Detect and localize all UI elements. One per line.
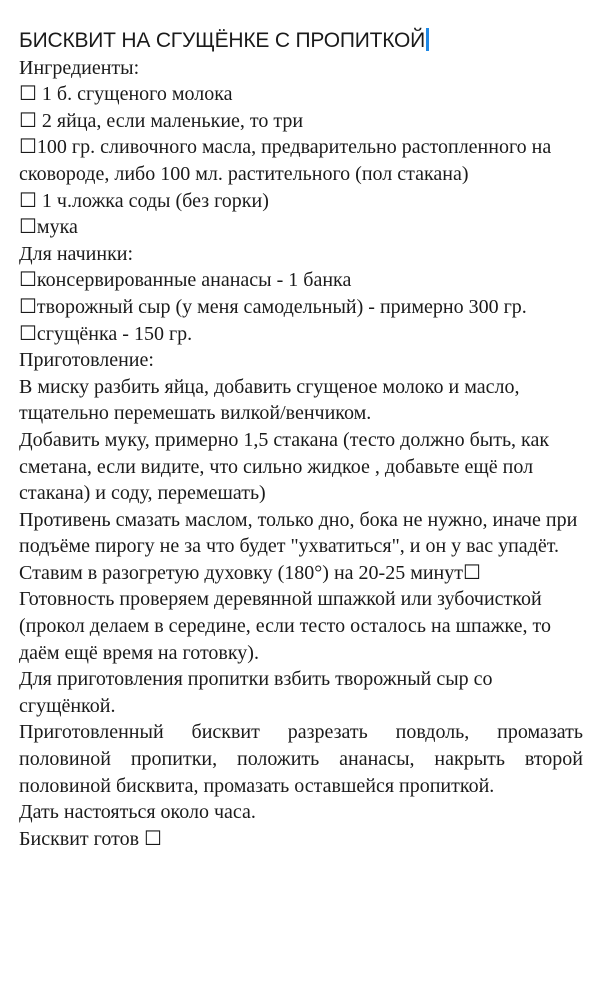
filling-item: ☐творожный сыр (у меня самодельный) - примерно 300 гр. — [19, 295, 527, 318]
filling-heading: Для начинки: — [19, 242, 134, 265]
preparation-heading: Приготовление: — [19, 349, 154, 372]
preparation-step: Ставим в разогретую духовку (180°) на 20-25 минут☐ — [19, 561, 481, 584]
document-title-line[interactable] — [19, 28, 583, 55]
filling-item: ☐сгущёнка - 150 гр. — [19, 322, 193, 345]
preparation-step: В миску разбить яйца, добавить сгущеное молоко и масло, тщательно перемешать вилкой/венчиком. — [19, 375, 520, 425]
ingredient-item: ☐ 1 ч.ложка соды (без горки) — [19, 189, 269, 212]
text-cursor — [426, 28, 429, 51]
ingredients-heading: Ингредиенты: — [19, 56, 140, 79]
preparation-step: Противень смазать маслом, только дно, бока не нужно, иначе при подъёме пирогу не за что будет "ухватиться", и он у вас упадёт. — [19, 508, 578, 558]
document-title: БИСКВИТ НА СГУЩЁНКЕ С ПРОПИТКОЙ — [19, 29, 426, 52]
ingredient-item: ☐100 гр. сливочного масла, предварительно растопленного на сковороде, либо 100 мл. растительного (пол стакана) — [19, 136, 552, 185]
document-body[interactable] — [19, 28, 583, 852]
preparation-step: Для приготовления пропитки взбить творожный сыр со сгущёнкой. — [19, 668, 493, 717]
preparation-step: Добавить муку, примерно 1,5 стакана (тесто должно быть, как сметана, если видите, что сильно жидкое , добавьте ещё пол стакана) и соду, перемешать) — [19, 428, 550, 505]
ingredient-item: ☐ 2 яйца, если маленькие, то три — [19, 109, 304, 132]
filling-item: ☐консервированные ананасы - 1 банка — [19, 269, 352, 292]
preparation-step: Дать настояться около часа. — [19, 801, 256, 824]
ingredient-item: ☐ 1 б. сгущеного молока — [19, 83, 233, 106]
preparation-step: Бисквит готов ☐ — [19, 827, 162, 850]
preparation-step: Готовность проверяем деревянной шпажкой или зубочисткой (прокол делаем в середине, если тесто осталось на шпажке, то даём ещё время на готовку). — [19, 588, 551, 664]
preparation-step: Приготовленный бисквит разрезать повдоль, промазать половиной пропитки, положить ананасы, накрыть второй половиной бисквита, промазать оставшейся пропиткой. — [19, 721, 583, 797]
ingredient-item: ☐мука — [19, 216, 78, 239]
